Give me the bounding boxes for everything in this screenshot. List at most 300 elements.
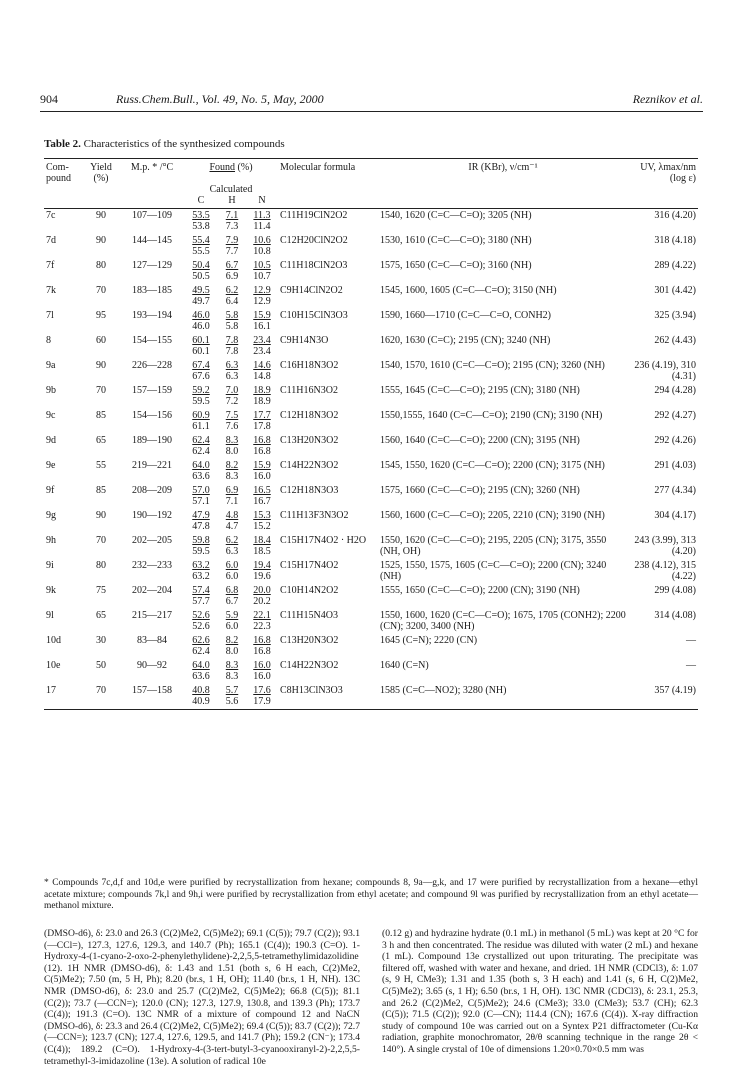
- found-c: 59.2: [192, 385, 210, 396]
- col-uv: UV, λmax/nm (log ε): [628, 159, 698, 185]
- table-row: [44, 384, 698, 409]
- formula-value: C8H13ClN3O3: [280, 685, 343, 696]
- cell-yield: [82, 484, 120, 509]
- cell-mp: [120, 559, 184, 584]
- found-c: 46.0: [192, 310, 210, 321]
- compound-id: 9b: [46, 385, 56, 396]
- calc-c: 63.6: [192, 671, 210, 682]
- uv-value: 318 (4.18): [654, 235, 696, 246]
- uv-value: 262 (4.43): [654, 335, 696, 346]
- table-row: [44, 484, 698, 509]
- calc-n: 15.2: [253, 521, 271, 532]
- uv-value: 357 (4.19): [654, 685, 696, 696]
- uv-value: 236 (4.19), 310 (4.31): [634, 360, 696, 382]
- calc-n: 19.6: [253, 571, 271, 582]
- cell-uv: [628, 684, 698, 710]
- calc-c: 57.1: [192, 496, 210, 507]
- calc-n: 18.9: [253, 396, 271, 407]
- cell-yield: [82, 234, 120, 259]
- cell-h: [218, 284, 246, 309]
- yield-value: 90: [96, 210, 106, 221]
- cell-formula: [278, 584, 378, 609]
- formula-value: C11H16N3O2: [280, 385, 338, 396]
- cell-formula: [278, 209, 378, 235]
- cell-c: [184, 384, 218, 409]
- cell-mp: [120, 309, 184, 334]
- cell-mp: [120, 659, 184, 684]
- ir-value: 1590, 1660—1710 (C=C—C=O, CONH2): [380, 310, 552, 321]
- cell-yield: [82, 584, 120, 609]
- cell-yield: [82, 209, 120, 235]
- mp-value: 183—185: [132, 285, 172, 296]
- yield-value: 70: [96, 385, 106, 396]
- ir-value: 1540, 1570, 1610 (C=C—C=O); 2195 (CN); 3260 (NH): [380, 360, 605, 371]
- found-n: 12.9: [253, 285, 271, 296]
- cell-formula: [278, 609, 378, 634]
- formula-value: C13H20N3O2: [280, 635, 339, 646]
- ir-value: 1545, 1550, 1620 (C=C—C=O); 2200 (CN); 3175 (NH): [380, 460, 605, 471]
- calc-n: 17.9: [253, 696, 271, 707]
- found-c: 62.6: [192, 635, 210, 646]
- uv-value: —: [686, 635, 696, 646]
- mp-value: 219—221: [132, 460, 172, 471]
- table-row: [44, 609, 698, 634]
- col-formula: Molecular formula: [278, 159, 378, 185]
- compound-id: 8: [46, 335, 51, 346]
- found-n: 22.1: [253, 610, 271, 621]
- cell-ir: [378, 534, 628, 559]
- cell-yield: [82, 634, 120, 659]
- cell-c: [184, 484, 218, 509]
- formula-value: C16H18N3O2: [280, 360, 339, 371]
- calc-c: 49.7: [192, 296, 210, 307]
- cell-yield: [82, 509, 120, 534]
- found-h: 8.3: [225, 435, 239, 446]
- formula-value: C14H22N3O2: [280, 660, 339, 671]
- cell-uv: [628, 559, 698, 584]
- ir-value: 1530, 1610 (C=C—C=O); 3180 (NH): [380, 235, 532, 246]
- cell-h: [218, 334, 246, 359]
- cell-ir: [378, 684, 628, 710]
- cell-h: [218, 559, 246, 584]
- uv-value: 316 (4.20): [654, 210, 696, 221]
- uv-value: 299 (4.08): [654, 585, 696, 596]
- cell-n: [246, 284, 278, 309]
- calc-c: 53.8: [192, 221, 210, 232]
- ir-value: 1545, 1600, 1605 (C=C—C=O); 3150 (NH): [380, 285, 557, 296]
- yield-value: 85: [96, 485, 106, 496]
- journal-citation: Russ.Chem.Bull., Vol. 49, No. 5, May, 2000: [116, 92, 324, 106]
- found-h: 6.2: [225, 285, 239, 296]
- calc-h: 8.0: [225, 446, 239, 457]
- cell-formula: [278, 359, 378, 384]
- table-row: [44, 334, 698, 359]
- found-h: 6.7: [225, 260, 239, 271]
- cell-n: [246, 334, 278, 359]
- cell-compound: [44, 634, 82, 659]
- col-found: [184, 159, 278, 185]
- calc-h: 8.3: [225, 671, 239, 682]
- formula-value: C9H14N3O: [280, 335, 329, 346]
- mp-value: 232—233: [132, 560, 172, 571]
- cell-yield: [82, 534, 120, 559]
- col-found-pct: (%): [237, 162, 253, 173]
- cell-c: [184, 309, 218, 334]
- body-left-column: (DMSO-d6), δ: 23.0 and 26.3 (C(2)Me2, C(5)Me2); 69.1 (C(5)); 79.7 (C(2)); 93.1 (—CCl=), 127.3, 127.6, 129.3, and 140.7 (Ph); 165.1 (C(4)); 190.3 (C=O). 1-Hydroxy-4-(1-cyano-2-oxo-2-phenylethylidene)-2,2,5,5-tetramethylimidazolidine (12). 1H NMR (DMSO-d6), δ: 1.43 and 1.51 (both s, 6 H each, C(2)Me2, C(5)Me2); 7.50 (m, 5 H, Ph); 8.20 (br.s, 1 H, OH); 11.40 (br.s, 1 H, NH). 13C NMR (DMSO-d6), δ: 23.0 and 25.7 (C(2)Me2, C(5)Me2); 66.8 (C(5)); 81.1 (C(2)); 73.7 (—CCN=); 120.0 (CN); 127.3, 127.9, 130.8, and 139.3 (Ph); 173.7 (C(4)); 191.3 (C=O). 13C NMR of a mixture of compound 12 and NaCN (DMSO-d6), δ: 23.3 and 26.4 (C(2)Me2, C(5)Me2); 69.4 (C(5)); 83.7 (C(2)); 72.7 (—CCN=); 123.7 (CN); 127.4, 127.6, 129.5, and 141.7 (Ph); 159.2 (CN⁻); 173.4 (C(4)); 189.2 (C=O). 1-Hydroxy-4-(3-tert-butyl-3-cyanooxiranyl-2)-2,2,5,5-tetramethyl-3-imidazoline (13e). A solution of radical 10e: [44, 928, 360, 1067]
- cell-h: [218, 259, 246, 284]
- cell-yield: [82, 359, 120, 384]
- calc-c: 55.5: [192, 246, 210, 257]
- calc-c: 46.0: [192, 321, 210, 332]
- cell-c: [184, 509, 218, 534]
- cell-mp: [120, 384, 184, 409]
- calc-c: 47.8: [192, 521, 210, 532]
- found-n: 20.0: [253, 585, 271, 596]
- cell-ir: [378, 459, 628, 484]
- calc-h: 5.8: [225, 321, 239, 332]
- cell-formula: [278, 634, 378, 659]
- mp-value: 189—190: [132, 435, 172, 446]
- cell-h: [218, 309, 246, 334]
- cell-uv: [628, 259, 698, 284]
- found-h: 7.9: [225, 235, 239, 246]
- calc-n: 17.8: [253, 421, 271, 432]
- found-h: 6.8: [225, 585, 239, 596]
- found-c: 47.9: [192, 510, 210, 521]
- compound-id: 9g: [46, 510, 56, 521]
- page-number: 904: [40, 92, 58, 106]
- cell-ir: [378, 659, 628, 684]
- cell-c: [184, 634, 218, 659]
- compound-id: 10d: [46, 635, 61, 646]
- formula-value: C15H17N4O2 · H2O: [280, 535, 367, 546]
- cell-h: [218, 609, 246, 634]
- table-row: [44, 459, 698, 484]
- cell-formula: [278, 534, 378, 559]
- cell-mp: [120, 534, 184, 559]
- cell-compound: [44, 459, 82, 484]
- mp-value: 154—155: [132, 335, 172, 346]
- cell-n: [246, 259, 278, 284]
- found-c: 62.4: [192, 435, 210, 446]
- cell-uv: [628, 659, 698, 684]
- found-c: 57.4: [192, 585, 210, 596]
- cell-formula: [278, 459, 378, 484]
- ir-value: 1560, 1640 (C=C—C=O); 2200 (CN); 3195 (NH): [380, 435, 580, 446]
- cell-ir: [378, 559, 628, 584]
- cell-compound: [44, 584, 82, 609]
- yield-value: 60: [96, 335, 106, 346]
- col-h: H: [218, 195, 246, 209]
- cell-n: [246, 409, 278, 434]
- found-n: 16.0: [253, 660, 271, 671]
- yield-value: 55: [96, 460, 106, 471]
- calc-h: 7.8: [225, 346, 239, 357]
- table-row: [44, 584, 698, 609]
- calc-n: 14.8: [253, 371, 271, 382]
- cell-uv: [628, 309, 698, 334]
- cell-formula: [278, 684, 378, 710]
- uv-value: 301 (4.42): [654, 285, 696, 296]
- cell-ir: [378, 234, 628, 259]
- cell-ir: [378, 209, 628, 235]
- formula-value: C11H19ClN2O2: [280, 210, 348, 221]
- cell-uv: [628, 459, 698, 484]
- calc-h: 8.3: [225, 471, 239, 482]
- cell-h: [218, 434, 246, 459]
- cell-mp: [120, 484, 184, 509]
- uv-value: 277 (4.34): [654, 485, 696, 496]
- cell-uv: [628, 634, 698, 659]
- cell-c: [184, 659, 218, 684]
- cell-h: [218, 234, 246, 259]
- cell-c: [184, 359, 218, 384]
- ir-value: 1555, 1650 (C=C—C=O); 2200 (CN); 3190 (NH): [380, 585, 580, 596]
- cell-mp: [120, 509, 184, 534]
- formula-value: C10H15ClN3O3: [280, 310, 348, 321]
- cell-uv: [628, 509, 698, 534]
- formula-value: C12H20ClN2O2: [280, 235, 348, 246]
- cell-yield: [82, 409, 120, 434]
- compound-id: 9k: [46, 585, 56, 596]
- cell-n: [246, 584, 278, 609]
- cell-uv: [628, 534, 698, 559]
- cell-yield: [82, 559, 120, 584]
- calc-c: 52.6: [192, 621, 210, 632]
- cell-mp: [120, 359, 184, 384]
- found-c: 63.2: [192, 560, 210, 571]
- found-n: 10.5: [253, 260, 271, 271]
- calc-c: 63.6: [192, 471, 210, 482]
- ir-value: 1550,1555, 1640 (C=C—C=O); 2190 (CN); 3190 (NH): [380, 410, 603, 421]
- cell-c: [184, 209, 218, 235]
- cell-mp: [120, 434, 184, 459]
- table-row: [44, 509, 698, 534]
- cell-formula: [278, 309, 378, 334]
- uv-value: 294 (4.28): [654, 385, 696, 396]
- calc-h: 7.6: [225, 421, 239, 432]
- ir-value: 1525, 1550, 1575, 1605 (C=C—C=O); 2200 (CN); 3240 (NH): [380, 560, 607, 582]
- body-right-column: (0.12 g) and hydrazine hydrate (0.1 mL) in methanol (5 mL) was kept at 20 °C for 3 h and then concentrated. The residue was diluted with water (2 mL) and hexane (1 mL). Compound 13e crystallized out upon triturating. The precipitate was filtered off, washed with water and hexane, and dried. 1H NMR (CDCl3), δ: 1.07 (s, 9 H, CMe3); 1.31 and 1.35 (both s, 3 H each) and 1.41 (s, 6 H, C(2)Me2, C(5)Me2); 3.65 (s, 1 H); 6.50 (br.s, 1 H, OH). 13C NMR (CDCl3), δ: 23.1, 25.3, and 26.2 (C(2)Me2, C(5)Me2); 24.6 (CMe3); 33.0 (CMe3); 53.7 (CH); 62.3 (C(5)); 71.5 (C(2)); 92.0 (C—CN); 114.4 (CN); 167.6 (C(4)). X-ray diffraction study of compound 10e was carried out on a Syntex P21 diffractometer (Cu-Kα radiation, graphite monochromator, 2θ/θ scanning technique in the range 2θ < 140°). A single crystal of 10e of dimensions 1.20×0.70×0.5 mm was: [382, 928, 698, 1055]
- ir-value: 1555, 1645 (C=C—C=O); 2195 (CN); 3180 (NH): [380, 385, 580, 396]
- cell-ir: [378, 584, 628, 609]
- calc-c: 40.9: [192, 696, 210, 707]
- cell-ir: [378, 634, 628, 659]
- cell-n: [246, 234, 278, 259]
- table-caption: [44, 138, 285, 150]
- cell-formula: [278, 409, 378, 434]
- cell-compound: [44, 609, 82, 634]
- formula-value: C9H14ClN2O2: [280, 285, 343, 296]
- table-row: [44, 209, 698, 235]
- compound-id: 9h: [46, 535, 56, 546]
- yield-value: 90: [96, 235, 106, 246]
- header-rule: [40, 111, 703, 112]
- table-body: [44, 209, 698, 710]
- uv-value: 314 (4.08): [654, 610, 696, 621]
- table-row: [44, 684, 698, 710]
- cell-formula: [278, 334, 378, 359]
- compound-id: 9l: [46, 610, 54, 621]
- table-title: Characteristics of the synthesized compounds: [83, 138, 285, 150]
- found-c: 67.4: [192, 360, 210, 371]
- calc-n: 16.1: [253, 321, 271, 332]
- cell-yield: [82, 384, 120, 409]
- yield-value: 50: [96, 660, 106, 671]
- mp-value: 193—194: [132, 310, 172, 321]
- found-h: 6.3: [225, 360, 239, 371]
- cell-h: [218, 684, 246, 710]
- found-h: 8.2: [225, 460, 239, 471]
- found-n: 11.3: [253, 210, 271, 221]
- calc-n: 20.2: [253, 596, 271, 607]
- calc-n: 22.3: [253, 621, 271, 632]
- compound-id: 9f: [46, 485, 55, 496]
- cell-uv: [628, 284, 698, 309]
- cell-c: [184, 334, 218, 359]
- compound-id: 7c: [46, 210, 56, 221]
- compound-id: 7d: [46, 235, 56, 246]
- col-ir: IR (KBr), ν/cm⁻¹: [378, 159, 628, 185]
- cell-n: [246, 359, 278, 384]
- running-header: [40, 92, 703, 108]
- calc-h: 6.3: [225, 546, 239, 557]
- cell-n: [246, 484, 278, 509]
- cell-compound: [44, 209, 82, 235]
- uv-value: 292 (4.27): [654, 410, 696, 421]
- calc-n: 16.8: [253, 446, 271, 457]
- calc-h: 5.6: [225, 696, 239, 707]
- mp-value: 208—209: [132, 485, 172, 496]
- yield-value: 80: [96, 260, 106, 271]
- cell-n: [246, 434, 278, 459]
- cell-formula: [278, 434, 378, 459]
- table-row: [44, 259, 698, 284]
- uv-value: 243 (3.99), 313 (4.20): [634, 535, 696, 557]
- cell-h: [218, 209, 246, 235]
- found-h: 7.8: [225, 335, 239, 346]
- found-n: 19.4: [253, 560, 271, 571]
- mp-value: 215—217: [132, 610, 172, 621]
- formula-value: C11H15N4O3: [280, 610, 338, 621]
- cell-mp: [120, 234, 184, 259]
- found-h: 8.2: [225, 635, 239, 646]
- ir-value: 1585 (C=C—NO2); 3280 (NH): [380, 685, 507, 696]
- cell-mp: [120, 584, 184, 609]
- cell-compound: [44, 359, 82, 384]
- compound-id: 9d: [46, 435, 56, 446]
- formula-value: C14H22N3O2: [280, 460, 339, 471]
- mp-value: 157—158: [132, 685, 172, 696]
- cell-h: [218, 634, 246, 659]
- ir-value: 1645 (C=N); 2220 (CN): [380, 635, 478, 646]
- yield-value: 65: [96, 610, 106, 621]
- compound-id: 7k: [46, 285, 56, 296]
- col-n: N: [246, 195, 278, 209]
- compound-id: 7l: [46, 310, 54, 321]
- cell-uv: [628, 484, 698, 509]
- cell-ir: [378, 384, 628, 409]
- calc-n: 12.9: [253, 296, 271, 307]
- calc-c: 50.5: [192, 271, 210, 282]
- calc-n: 16.0: [253, 671, 271, 682]
- table-row: [44, 534, 698, 559]
- col-c: C: [184, 195, 218, 209]
- cell-ir: [378, 484, 628, 509]
- found-n: 16.5: [253, 485, 271, 496]
- mp-value: 154—156: [132, 410, 172, 421]
- uv-value: 304 (4.17): [654, 510, 696, 521]
- yield-value: 70: [96, 685, 106, 696]
- found-c: 57.0: [192, 485, 210, 496]
- uv-value: 238 (4.12), 315 (4.22): [634, 560, 696, 582]
- mp-value: 90—92: [137, 660, 167, 671]
- cell-yield: [82, 659, 120, 684]
- cell-compound: [44, 559, 82, 584]
- cell-yield: [82, 684, 120, 710]
- calc-h: 4.7: [225, 521, 239, 532]
- compound-id: 9e: [46, 460, 56, 471]
- mp-value: 127—129: [132, 260, 172, 271]
- cell-compound: [44, 409, 82, 434]
- table-footnote: * Compounds 7c,d,f and 10d,e were purified by recrystallization from hexane; compounds 8, 9a—g,k, and 17 were purified by recrystallization from a hexane—ethyl acetate mixture; compounds 7k,l and 9h,i were purified by recrystallization from ethyl acetate; and compound 9l was purified by recrystallization from an ethyl acetate—methanol mixture.: [44, 878, 698, 911]
- found-h: 5.8: [225, 310, 239, 321]
- ir-value: 1620, 1630 (C=C); 2195 (CN); 3240 (NH): [380, 335, 551, 346]
- table-row: [44, 434, 698, 459]
- mp-value: 144—145: [132, 235, 172, 246]
- characteristics-table: [44, 158, 698, 710]
- found-h: 7.1: [225, 210, 239, 221]
- found-c: 55.4: [192, 235, 210, 246]
- cell-mp: [120, 634, 184, 659]
- found-n: 23.4: [253, 335, 271, 346]
- found-n: 18.9: [253, 385, 271, 396]
- yield-value: 85: [96, 410, 106, 421]
- found-h: 6.9: [225, 485, 239, 496]
- cell-ir: [378, 609, 628, 634]
- compound-id: 9i: [46, 560, 54, 571]
- calc-c: 62.4: [192, 446, 210, 457]
- cell-uv: [628, 584, 698, 609]
- found-c: 49.5: [192, 285, 210, 296]
- calc-c: 57.7: [192, 596, 210, 607]
- cell-formula: [278, 659, 378, 684]
- cell-n: [246, 684, 278, 710]
- found-h: 5.9: [225, 610, 239, 621]
- cell-compound: [44, 259, 82, 284]
- calc-c: 62.4: [192, 646, 210, 657]
- yield-value: 30: [96, 635, 106, 646]
- formula-value: C12H18N3O2: [280, 410, 339, 421]
- ir-value: 1575, 1650 (C=C—C=O); 3160 (NH): [380, 260, 532, 271]
- cell-n: [246, 559, 278, 584]
- cell-yield: [82, 284, 120, 309]
- compound-id: 9a: [46, 360, 56, 371]
- found-c: 53.5: [192, 210, 210, 221]
- cell-c: [184, 284, 218, 309]
- calc-h: 6.9: [225, 271, 239, 282]
- cell-compound: [44, 309, 82, 334]
- found-c: 50.4: [192, 260, 210, 271]
- cell-ir: [378, 284, 628, 309]
- found-n: 17.7: [253, 410, 271, 421]
- cell-compound: [44, 484, 82, 509]
- formula-value: C11H18ClN2O3: [280, 260, 348, 271]
- cell-n: [246, 209, 278, 235]
- cell-ir: [378, 334, 628, 359]
- formula-value: C13H20N3O2: [280, 435, 339, 446]
- calc-n: 16.0: [253, 471, 271, 482]
